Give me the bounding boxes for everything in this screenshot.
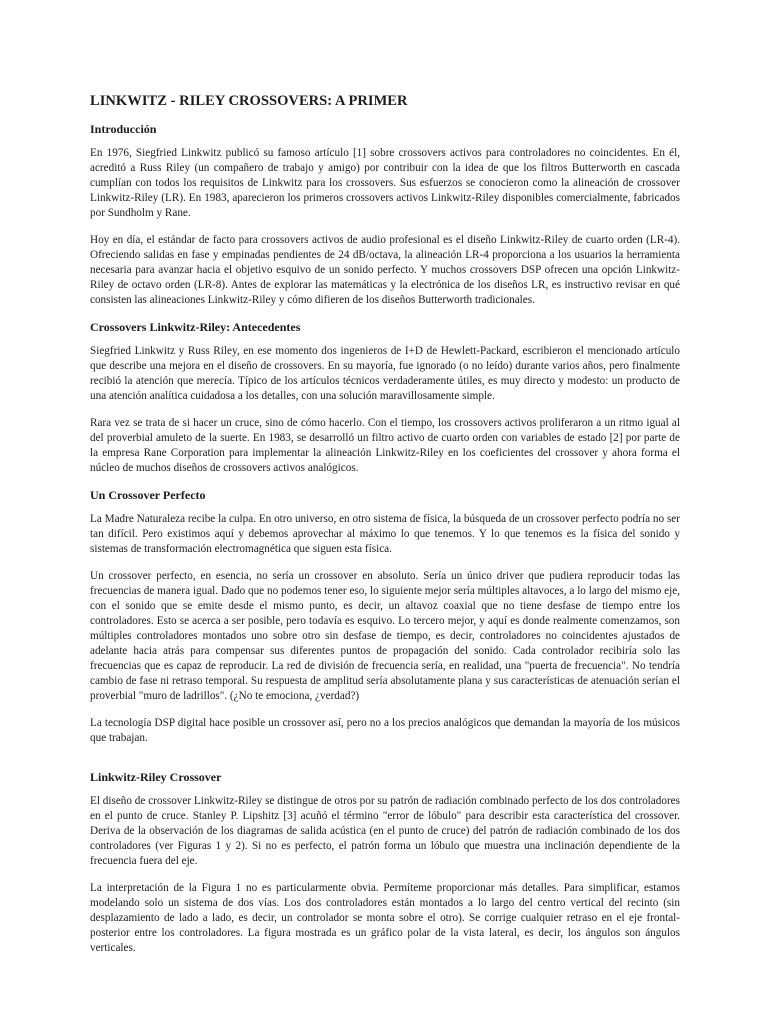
section-heading-introduccion: Introducción — [90, 122, 157, 136]
paragraph: Siegfried Linkwitz y Russ Riley, en ese momento dos ingenieros de I+D de Hewlett-Packard, escribieron el mencionado artículo que describe una mejora en el diseño de crossovers. En su mayoría, fue ignorado (o no leído) durante varios años, pero finalmente recibió la atención que merecía. Típico de los artículos técnicos verdaderamente útiles, es muy directo y modesto: un producto de una atención analítica cuidadosa a los detalles, con una solución maravillosamente simple. — [90, 345, 680, 402]
paragraph: La interpretación de la Figura 1 no es particularmente obvia. Permíteme proporcionar más detalles. Para simplificar, estamos modelando solo un sistema de dos vías. Los dos controladores están montados a lo largo del centro vertical del recinto (sin desplazamiento de lado a lado, es decir, un controlador se monta sobre el otro). Se corrige cualquier retraso en el eje frontal-posterior entre los controladores. La figura mostrada es un gráfico polar de la vista lateral, es decir, los ángulos son ángulos verticales. — [90, 882, 680, 954]
paragraph: En 1976, Siegfried Linkwitz publicó su famoso artículo [1] sobre crossovers activos para controladores no coincidentes. En él, acreditó a Russ Riley (un compañero de trabajo y amigo) por contribuir con la idea de que los filtros Butterworth en cascada cumplían con todos los requisitos de Linkwitz para los crossovers. Sus esfuerzos se conocieron como la alineación de crossover Linkwitz-Riley (LR). En 1983, aparecieron los primeros crossovers activos Linkwitz-Riley disponibles comercialmente, fabricados por Sundholm y Rane. — [90, 147, 680, 219]
paragraph: Un crossover perfecto, en esencia, no sería un crossover en absoluto. Sería un único driver que pudiera reproducir todas las frecuencias de manera igual. Dado que no podemos tener eso, lo siguiente mejor sería múltiples altavoces, a lo largo del mismo eje, con el sonido que se emite desde el mismo punto, es decir, un altavoz coaxial que no tiene desfase de tiempo entre los controladores. Esto se acerca a ser posible, pero todavía es esquivo. Lo tercero mejor, y aquí es donde realmente comenzamos, son múltiples controladores montados uno sobre otro sin desfase de tiempo, es decir, controladores no coincidentes ajustados de adelante hacia atrás para compensar sus diferentes puntos de propagación del sonido. Cada controlador recibiría solo las frecuencias que es capaz de reproducir. La red de división de frecuencia sería, en realidad, una "puerta de frecuencia". No tendría cambio de fase ni retraso temporal. Su respuesta de amplitud sería absolutamente plana y sus características de atenuación serían el proverbial "muro de ladrillos". (¿No te emociona, ¿verdad?) — [90, 570, 680, 702]
paragraph: La Madre Naturaleza recibe la culpa. En otro universo, en otro sistema de física, la búsqueda de un crossover perfecto podría no ser tan difícil. Pero existimos aquí y debemos aprovechar al máximo lo que tenemos. Y lo que tenemos es la física del sonido y sistemas de transformación electromagnética que siguen esta física. — [90, 513, 680, 555]
document-title: LINKWITZ - RILEY CROSSOVERS: A PRIMER — [90, 93, 408, 109]
section-heading-linkwitz-riley-crossover: Linkwitz-Riley Crossover — [90, 770, 222, 784]
section-heading-crossover-perfecto: Un Crossover Perfecto — [90, 488, 206, 502]
section-heading-antecedentes: Crossovers Linkwitz-Riley: Antecedentes — [90, 320, 301, 334]
document-body — [90, 93, 680, 968]
paragraph: La tecnología DSP digital hace posible un crossover así, pero no a los precios analógicos que demandan la mayoría de los músicos que trabajan. — [90, 717, 680, 744]
paragraph: Rara vez se trata de si hacer un cruce, sino de cómo hacerlo. Con el tiempo, los crossovers activos proliferaron a un ritmo igual al del proverbial amuleto de la suerte. En 1983, se desarrolló un filtro activo de cuarto orden con variables de estado [2] por parte de la empresa Rane Corporation para implementar la alineación Linkwitz-Riley en los coeficientes del crossover y ahora forma el núcleo de muchos diseños de crossovers activos analógicos. — [90, 417, 680, 474]
paragraph: El diseño de crossover Linkwitz-Riley se distingue de otros por su patrón de radiación combinado perfecto de los dos controladores en el punto de cruce. Stanley P. Lipshitz [3] acuñó el término "error de lóbulo" para describir esta característica del crossover. Deriva de la observación de los diagramas de salida acústica (en el punto de cruce) del patrón de radiación combinado de los dos controladores (ver Figuras 1 y 2). Si no es perfecto, el patrón forma un lóbulo que muestra una inclinación dependiente de la frecuencia fuera del eje. — [90, 795, 680, 867]
spacer — [90, 758, 680, 770]
paragraph: Hoy en día, el estándar de facto para crossovers activos de audio profesional es el diseño Linkwitz-Riley de cuarto orden (LR-4). Ofreciendo salidas en fase y empinadas pendientes de 24 dB/octava, la alineación LR-4 proporciona a los usuarios la herramienta necesaria para avanzar hacia el objetivo esquivo de un sonido perfecto. Y muchos crossovers DSP ofrecen una opción Linkwitz-Riley de octavo orden (LR-8). Antes de explorar las matemáticas y la electrónica de los diseños LR, es instructivo revisar en qué consisten las alineaciones Linkwitz-Riley y cómo difieren de los diseños Butterworth tradicionales. — [90, 234, 680, 306]
